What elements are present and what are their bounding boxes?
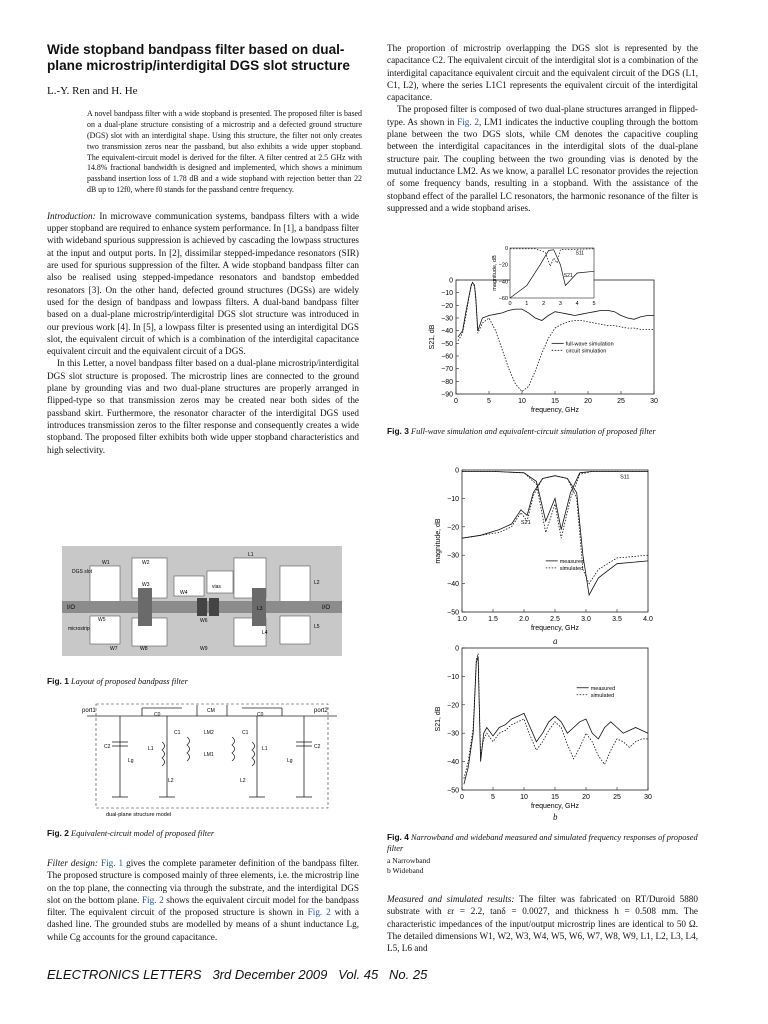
fig3-inset-xtick: 1 [525, 301, 529, 307]
fig4-sub-b: b Wideband [387, 865, 424, 875]
fig3-caption-text: Full-wave simulation and equivalent-circuit simulation of proposed filter [410, 427, 656, 436]
fig3-xtick-label: 10 [518, 398, 526, 405]
fig1-label-l1: L1 [248, 552, 254, 558]
fig1-resonator-left [138, 588, 152, 626]
right-column [387, 42, 698, 214]
fig4b-chart [428, 642, 658, 812]
fig4a-series-4 [462, 471, 648, 538]
fig4a-sublabel: a [553, 636, 558, 646]
fig1-label-io-left: I/O [67, 605, 76, 611]
fig1-label-l4: L4 [262, 630, 268, 636]
fig1-label-w3: W3 [142, 582, 150, 588]
fig1-caption [47, 676, 359, 687]
fig2-label-c0-left: C0 [154, 712, 161, 718]
fig3-inset-ytick: 0 [504, 246, 508, 252]
footer-date: 3rd December 2009 [212, 967, 328, 982]
fig4b-series-1 [464, 657, 648, 785]
fig2-ref-1[interactable]: Fig. 2 [141, 894, 164, 905]
fig2-label-cm: CM [207, 708, 215, 714]
fig4a-plot-frame [462, 470, 648, 612]
fig4b-ytick-label: 0 [455, 645, 459, 653]
fig1-label-microstrip: microstrip [68, 626, 90, 632]
fig3-ytick-label: −20 [441, 302, 453, 310]
fig1-label-w2: W2 [142, 560, 150, 566]
fig4b-plot-frame [462, 648, 648, 790]
fig4-sub-a: a Narrowband [387, 856, 431, 865]
fig1-label-vias: vias [212, 584, 221, 590]
fig3-ytick-label: −40 [441, 328, 453, 336]
fig2-label-l2-left: L2 [168, 778, 174, 784]
fig1-label-l5: L5 [314, 624, 320, 630]
fig3-xtick-label: 15 [551, 398, 559, 405]
fig3-inset-ytick: −20 [498, 262, 508, 269]
fig4a-ytick-label: −40 [447, 581, 459, 589]
fig4a-ytick-label: 0 [455, 467, 459, 475]
fig4a-ytick-label: −20 [447, 524, 459, 532]
fig4a-xtick-label: 3.5 [612, 616, 622, 623]
fig3-inset-annot-s11: S11 [575, 250, 585, 257]
fig1-label-w8: W8 [140, 646, 148, 652]
fig2-label-c2-left: C2 [104, 744, 111, 750]
fig2-label-lg-left: Lg [128, 758, 134, 764]
fig3-ytick-label: −90 [441, 391, 453, 399]
right-paragraph-1: The proportion of microstrip overlapping the DGS slot is represented by the capacitance C2. The equivalent circuit of the interdigital slot is a combination of the interdigital capacitance equivalent circuit and the equivalent circuit of the DGS (L1, C1, L2), where the series L1C1 represents the equivalent circuit of the interdigital capacitance. [387, 43, 698, 103]
fig2-label-l1-left: L1 [148, 746, 154, 752]
fig2-label-c1-left: C1 [174, 730, 181, 736]
fig3-ytick-label: −50 [441, 340, 453, 348]
fig3-legend-label-1: full-wave simulation [565, 341, 614, 348]
fig1-layout-diagram [62, 546, 342, 656]
fig4b-ytick-label: −20 [447, 702, 459, 710]
fig1-label-l3: L3 [257, 606, 263, 612]
fig3-chart [420, 242, 665, 420]
fig3-ytick-label: −80 [441, 378, 453, 386]
filter-design-heading: Filter design: [47, 858, 98, 868]
fig3-xlabel: frequency, GHz [530, 407, 580, 414]
fig1-ref[interactable]: Fig. 1 [100, 858, 124, 868]
fig1-label-w9: W9 [200, 646, 208, 652]
fig4a-legend-label-2: simulated [559, 565, 584, 572]
fig3-ytick-label: −60 [441, 353, 453, 361]
fig2-circuit-diagram [82, 702, 342, 820]
fig4-caption-label: Fig. 4 [387, 832, 409, 842]
fig4a-xlabel: frequency, GHz [530, 625, 580, 632]
fig2-label-lm1: LM1 [204, 752, 214, 758]
fig1-via-left [197, 598, 207, 616]
fig1-label-io-right: I/O [322, 605, 331, 611]
right-paragraph-2a: The proposed filter is composed of two dual-plane structures arranged in flipped-type. As shown in [387, 104, 698, 127]
fig4b-legend-label-2: simulated [590, 692, 615, 699]
results-paragraph [387, 893, 698, 954]
fig4b-xtick-label: 0 [460, 794, 464, 801]
fig4b-ylabel: S21, dB [435, 706, 442, 732]
fig3-xtick-label: 30 [650, 398, 658, 405]
fig1-label-w6: W6 [200, 618, 208, 624]
fig3-inset-xtick: 5 [592, 301, 596, 307]
right-paragraph-2b: , LM1 indicates the inductive coupling through the bottom plane between the two DGS slots, while CM denotes the capacitive coupling between the interdigital capacitances in the interdigital slots of the dual-plane structure pair. The coupling between the two grounding vias is denoted by the mutual inductance LM2. As we know, a parallel LC resonator provides the rejection of some frequency bands, resulting in a stopband. With the assistance of the stopband effect of the parallel LC resonators, the harmonic resonance of the filter is suppressed and a wide stopband arises. [387, 116, 698, 213]
fig3-series-2 [458, 283, 654, 392]
fig3-xtick-label: 25 [617, 398, 625, 405]
right-paragraph-2 [387, 103, 698, 214]
fig4b-sublabel: b [553, 812, 558, 822]
fig4a-legend-label-1: measured [559, 558, 585, 565]
fig2-label-lg-right: Lg [287, 758, 293, 764]
footer-vol: Vol. 45 [338, 967, 379, 982]
fig3-caption-label: Fig. 3 [387, 426, 409, 436]
fig4b-xtick-label: 30 [644, 794, 652, 801]
fig4a-chart [428, 460, 658, 640]
fig3-inset-ytick: −60 [498, 296, 508, 302]
fig4b-xlabel: frequency, GHz [530, 803, 580, 810]
fig3-inset-annot-s21: S21 [563, 273, 573, 280]
fig4b-xtick-label: 5 [491, 794, 495, 801]
fig3-xtick-label: 20 [584, 398, 592, 405]
filter-design-text-2: shows the equivalent circuit model for the bandpass filter. The equivalent circuit of the proposed structure is shown in [47, 894, 360, 918]
fig1-caption-text: Layout of proposed bandpass filter [70, 677, 188, 686]
fig4b-ytick-label: −30 [447, 730, 459, 738]
intro-paragraph-2: In this Letter, a novel bandpass filter based on a dual-plane microstrip/interdigital DGS slot structure is proposed. The microstrip lines are connected to the ground plane by grounding vias and two dual-plane structures are properly arranged in flipped-type so that transmission zeros may be created near both sides of the passband skirt. Furthermore, the resonator character of the interdigital DGS used introduces transmission zeros to the filter response and consequently creates a wide stopband. The proposed filter exhibits both wide upper stopband characteristics and high selectivity. [47, 358, 359, 455]
paper-title: Wide stopband bandpass filter based on dual-plane microstrip/interdigital DGS slot structure [47, 42, 350, 73]
fig4a-xtick-label: 2.5 [550, 616, 560, 623]
authors: L.-Y. Ren and H. He [47, 85, 138, 98]
fig2-ref-3[interactable]: Fig. 2 [457, 116, 480, 127]
fig2-caption-text: Equivalent-circuit model of proposed filter [70, 829, 215, 838]
fig4-caption-text: Narrowband and wideband measured and simulated frequency responses of proposed filter [387, 833, 698, 853]
intro-heading: Introduction: [47, 210, 96, 221]
footer-no: No. 25 [389, 967, 428, 982]
fig3-inset-xtick: 0 [508, 301, 512, 307]
fig4-caption [387, 832, 698, 875]
fig4a-xtick-label: 3.0 [581, 616, 591, 623]
page-footer [47, 967, 698, 982]
fig4a-ytick-label: −30 [447, 552, 459, 560]
fig4b-ytick-label: −10 [447, 673, 459, 681]
left-column [47, 42, 362, 456]
fig1-label-l2: L2 [314, 580, 320, 586]
fig4a-xtick-label: 4.0 [643, 616, 653, 623]
fig4b-ytick-label: −40 [447, 759, 459, 767]
fig2-label-c0-right: C0 [257, 712, 264, 718]
fig4b-xtick-label: 10 [520, 794, 528, 801]
fig4a-xtick-label: 1.0 [457, 616, 467, 623]
filter-design-text-3: with a dashed line. The grounded stubs are modelled by means of a shunt inductance Lg, while Cg accounts for the ground capacitance. [47, 907, 359, 942]
fig2-label-c2-right: C2 [314, 744, 321, 750]
fig4a-series-2 [462, 476, 648, 584]
fig2-label-model: dual-plane structure model [106, 812, 172, 818]
fig3-caption [387, 426, 698, 437]
fig3-ytick-label: −30 [441, 315, 453, 323]
fig2-label-lm2: LM2 [204, 730, 214, 736]
fig1-label-w5: W5 [98, 617, 106, 623]
intro-paragraph-1 [47, 210, 359, 358]
intro-text-1: In microwave communication systems, bandpass filters with a wide upper stopband are required to enhance system performance. In [1], a bandpass filter with wideband spurious suppression is achieved by cascading the lowpass structures at the input and output ports. In [2], dissimilar stepped-impedance resonators (SIR) are used for spurious suppression of the filter. A wide stopband bandpass filter can also be realised using stepped-impedance resonators and bandstop embedded resonators [3]. On the other hand, defected ground structures (DGSs) are widely used for the design of bandpass and lowpass filters. A dual-band bandpass filter based on a dual-plane microstrip/interdigital DGS slot structure was introduced in our previous work [4]. In [5], a lowpass filter is presented using an interdigital DGS slot, the equivalent circuit of which is a combination of the interdigital capacitance equivalent circuit and the equivalent circuit of a DGS. [47, 210, 360, 357]
filter-design-text-1: gives the complete parameter definition of the bandpass filter. The proposed structure is composed mainly of three elements, i.e. the microstrip line on the top plane, the connecting via through the substrate, and the interdigital DGS slot on the bottom plane. [47, 858, 359, 905]
results-text: The filter was fabricated on RT/Duroid 5880 substrate with εr = 2.2, tanδ = 0.0027, and thickness h = 0.508 mm. The characteristic impedances of the input/output microstrip lines are identical to 50 Ω. The detailed dimensions W1, W2, W3, W4, W5, W6, W7, W8, W9, L1, L2, L3, L4, L5, L6 and [387, 894, 698, 954]
fig3-inset-ytick: −40 [498, 279, 508, 286]
fig3-xtick-label: 5 [487, 398, 491, 405]
results-heading: Measured and simulated results: [387, 894, 515, 904]
fig3-inset-ylabel: magnitude, dB [492, 255, 498, 291]
fig3-inset-xtick: 3 [558, 301, 562, 307]
fig2-ref-2[interactable]: Fig. 2 [307, 907, 331, 918]
fig1-label-w1: W1 [102, 560, 110, 566]
fig1-label-w4: W4 [180, 590, 188, 596]
fig4b-ytick-label: −50 [447, 787, 459, 795]
fig2-label-l2-right: L2 [240, 778, 246, 784]
fig4a-ytick-label: −50 [447, 609, 459, 617]
fig3-ylabel: S21, dB [429, 324, 436, 350]
fig4b-legend-label-1: measured [590, 685, 616, 692]
fig1-caption-label: Fig. 1 [47, 676, 69, 686]
fig1-via-right [209, 598, 219, 616]
fig4a-ylabel: magnitude, dB [435, 518, 442, 564]
fig4b-series-2 [464, 654, 648, 779]
fig3-ytick-label: −70 [441, 366, 453, 374]
fig1-label-w7: W7 [110, 646, 118, 652]
footer-journal: ELECTRONICS LETTERS [47, 967, 202, 982]
fig2-label-port2: port2 [314, 708, 328, 714]
fig4b-xtick-label: 25 [613, 794, 621, 801]
fig3-inset-xtick: 2 [542, 301, 546, 307]
fig2-label-c1-right: C1 [242, 730, 249, 736]
filter-design-paragraph [47, 857, 359, 943]
fig4a-ytick-label: −10 [447, 495, 459, 503]
fig4a-xtick-label: 1.5 [488, 616, 498, 623]
fig2-caption [47, 828, 359, 839]
fig3-ytick-label: 0 [449, 277, 453, 285]
fig3-xtick-label: 0 [454, 398, 458, 405]
fig4b-xtick-label: 15 [551, 794, 559, 801]
fig4a-xtick-label: 2.0 [519, 616, 529, 623]
fig3-legend-label-2: circuit simulation [565, 348, 607, 355]
fig3-inset-xtick: 4 [575, 301, 579, 307]
fig1-label-dgs: DGS slot [72, 569, 93, 575]
abstract: A novel bandpass filter with a wide stopband is presented. The proposed filter is based on a dual-plane structure consisting of a microstrip and a defected ground structure (DGS) slot with an interdigital shape. Using this structure, the filter not only creates two transmission zeros near the passband, but also exhibits a wide upper stopband. The equivalent-circuit model is derived for the filter. A filter centred at 2.5 GHz with 14.8% fractional bandwidth is designed and implemented, which shows a minimum passband insertion loss of 1.78 dB and a wide stopband with rejection better than 22 dB up to 12f0, where f0 stands for the passband centre frequency. [87, 109, 362, 195]
fig4a-series-1 [462, 476, 648, 595]
fig2-label-port1: port1 [82, 708, 96, 714]
fig2-label-l1-right: L1 [262, 746, 268, 752]
fig3-ytick-label: −10 [441, 290, 453, 298]
fig4a-annot-s11: S11 [620, 474, 630, 481]
fig4b-xtick-label: 20 [582, 794, 590, 801]
fig2-caption-label: Fig. 2 [47, 828, 69, 838]
fig4a-annot-s21: S21 [520, 519, 531, 526]
